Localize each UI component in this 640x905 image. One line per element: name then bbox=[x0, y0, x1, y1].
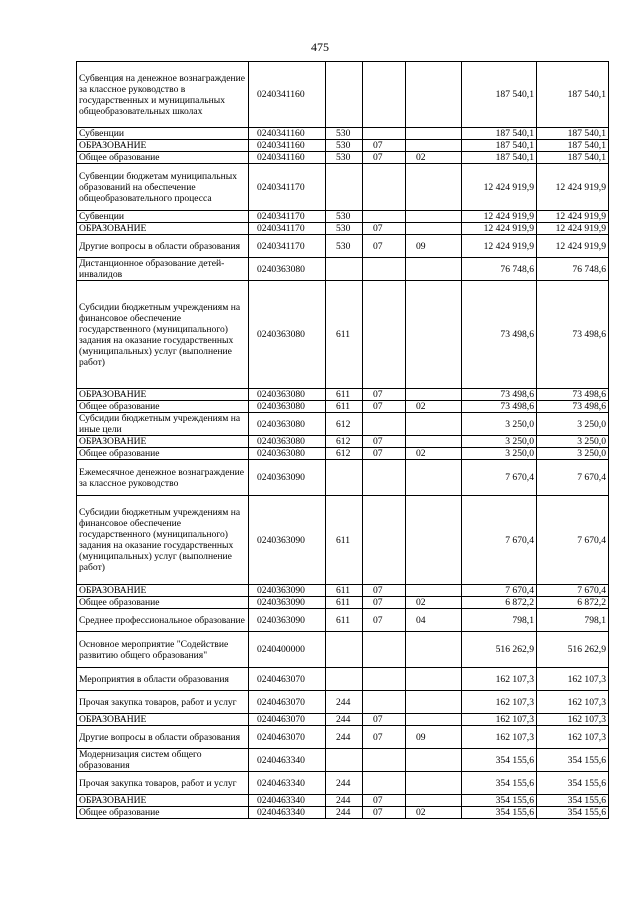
table-cell-section: 07 bbox=[363, 585, 406, 597]
table-cell-expense-type: 530 bbox=[326, 235, 363, 258]
table-cell-subsection bbox=[406, 281, 462, 389]
table-row bbox=[77, 632, 609, 668]
table-cell-name: Общее образование bbox=[77, 401, 249, 413]
table-cell-subsection bbox=[406, 749, 462, 772]
table-cell-target-article: 0240363090 bbox=[249, 585, 326, 597]
table-cell-amount-1: 798,1 bbox=[462, 609, 537, 632]
table-cell-section bbox=[363, 413, 406, 436]
table-cell-amount-2: 162 107,3 bbox=[537, 668, 609, 691]
table-cell-target-article: 0240463340 bbox=[249, 749, 326, 772]
table-cell-name: Субсидии бюджетным учреждениям на иные цели bbox=[77, 413, 249, 436]
table-row bbox=[77, 585, 609, 597]
table-cell-subsection: 02 bbox=[406, 152, 462, 164]
table-cell-amount-2: 187 540,1 bbox=[537, 62, 609, 128]
table-cell-name: Среднее профессиональное образование bbox=[77, 609, 249, 632]
table-cell-section bbox=[363, 62, 406, 128]
table-cell-expense-type: 611 bbox=[326, 281, 363, 389]
table-cell-section bbox=[363, 632, 406, 668]
table-row bbox=[77, 795, 609, 807]
table-cell-subsection bbox=[406, 164, 462, 211]
table-cell-subsection: 02 bbox=[406, 401, 462, 413]
table-cell-expense-type: 530 bbox=[326, 128, 363, 140]
table-cell-name: ОБРАЗОВАНИЕ bbox=[77, 436, 249, 448]
table-cell-expense-type: 244 bbox=[326, 807, 363, 819]
table-cell-target-article: 0240363080 bbox=[249, 281, 326, 389]
table-cell-section: 07 bbox=[363, 714, 406, 726]
table-cell-target-article: 0240363080 bbox=[249, 413, 326, 436]
table-cell-subsection bbox=[406, 691, 462, 714]
table-cell-section: 07 bbox=[363, 401, 406, 413]
table-cell-name: Прочая закупка товаров, работ и услуг bbox=[77, 772, 249, 795]
table-cell-amount-1: 354 155,6 bbox=[462, 749, 537, 772]
table-cell-expense-type: 611 bbox=[326, 609, 363, 632]
table-cell-expense-type bbox=[326, 460, 363, 496]
table-cell-amount-1: 7 670,4 bbox=[462, 585, 537, 597]
table-cell-expense-type bbox=[326, 632, 363, 668]
table-cell-subsection bbox=[406, 128, 462, 140]
table-cell-amount-1: 187 540,1 bbox=[462, 140, 537, 152]
table-cell-amount-2: 798,1 bbox=[537, 609, 609, 632]
table-cell-amount-1: 3 250,0 bbox=[462, 448, 537, 460]
table-cell-amount-1: 162 107,3 bbox=[462, 714, 537, 726]
table-cell-name: ОБРАЗОВАНИЕ bbox=[77, 714, 249, 726]
table-cell-amount-1: 73 498,6 bbox=[462, 401, 537, 413]
table-cell-expense-type: 612 bbox=[326, 448, 363, 460]
table-row bbox=[77, 668, 609, 691]
table-cell-amount-1: 162 107,3 bbox=[462, 668, 537, 691]
table-cell-amount-1: 7 670,4 bbox=[462, 460, 537, 496]
table-row bbox=[77, 772, 609, 795]
table-cell-target-article: 0240341170 bbox=[249, 235, 326, 258]
table-cell-expense-type bbox=[326, 164, 363, 211]
table-cell-section bbox=[363, 128, 406, 140]
table-cell-amount-2: 187 540,1 bbox=[537, 128, 609, 140]
table-cell-expense-type: 244 bbox=[326, 714, 363, 726]
table-cell-amount-2: 3 250,0 bbox=[537, 448, 609, 460]
table-cell-target-article: 0240341160 bbox=[249, 128, 326, 140]
table-cell-subsection: 02 bbox=[406, 448, 462, 460]
table-cell-section bbox=[363, 211, 406, 223]
table-cell-expense-type: 530 bbox=[326, 140, 363, 152]
table-row bbox=[77, 460, 609, 496]
table-row bbox=[77, 597, 609, 609]
table-cell-target-article: 0240363090 bbox=[249, 496, 326, 585]
table-cell-section: 07 bbox=[363, 609, 406, 632]
table-cell-name: Ежемесячное денежное вознаграждение за классное руководство bbox=[77, 460, 249, 496]
table-cell-target-article: 0240463070 bbox=[249, 726, 326, 749]
table-cell-amount-1: 187 540,1 bbox=[462, 128, 537, 140]
table-row bbox=[77, 235, 609, 258]
table-cell-amount-1: 162 107,3 bbox=[462, 691, 537, 714]
table-cell-amount-1: 3 250,0 bbox=[462, 436, 537, 448]
table-cell-amount-2: 516 262,9 bbox=[537, 632, 609, 668]
table-row bbox=[77, 401, 609, 413]
table-cell-amount-2: 187 540,1 bbox=[537, 152, 609, 164]
table-cell-expense-type: 611 bbox=[326, 597, 363, 609]
table-cell-subsection bbox=[406, 389, 462, 401]
table-cell-section bbox=[363, 164, 406, 211]
table-cell-target-article: 0240341170 bbox=[249, 223, 326, 235]
table-cell-amount-2: 76 748,6 bbox=[537, 258, 609, 281]
table-cell-subsection: 02 bbox=[406, 807, 462, 819]
table-cell-section: 07 bbox=[363, 140, 406, 152]
table-cell-expense-type: 611 bbox=[326, 585, 363, 597]
table-cell-section bbox=[363, 281, 406, 389]
table-cell-amount-1: 12 424 919,9 bbox=[462, 164, 537, 211]
table-cell-name: Основное мероприятие "Содействие развитию общего образования" bbox=[77, 632, 249, 668]
table-cell-expense-type: 611 bbox=[326, 389, 363, 401]
table-cell-section bbox=[363, 749, 406, 772]
table-cell-name: Мероприятия в области образования bbox=[77, 668, 249, 691]
table-cell-name: Дистанционное образование детей-инвалидов bbox=[77, 258, 249, 281]
table-cell-section bbox=[363, 460, 406, 496]
table-cell-section: 07 bbox=[363, 726, 406, 749]
table-cell-target-article: 0240463070 bbox=[249, 714, 326, 726]
table-cell-amount-2: 162 107,3 bbox=[537, 714, 609, 726]
table-cell-name: ОБРАЗОВАНИЕ bbox=[77, 585, 249, 597]
table-cell-name: ОБРАЗОВАНИЕ bbox=[77, 389, 249, 401]
table-cell-expense-type bbox=[326, 62, 363, 128]
table-row bbox=[77, 152, 609, 164]
table-row bbox=[77, 609, 609, 632]
table-cell-name: Субсидии бюджетным учреждениям на финансовое обеспечение государственного (муниципального) задания на оказание государственных (муниципальных) услуг (выполнение работ) bbox=[77, 496, 249, 585]
table-cell-amount-2: 162 107,3 bbox=[537, 726, 609, 749]
table-cell-subsection bbox=[406, 413, 462, 436]
table-cell-section bbox=[363, 496, 406, 585]
table-cell-target-article: 0240363090 bbox=[249, 597, 326, 609]
table-cell-name: ОБРАЗОВАНИЕ bbox=[77, 140, 249, 152]
table-row bbox=[77, 714, 609, 726]
table-cell-name: Общее образование bbox=[77, 807, 249, 819]
table-cell-subsection bbox=[406, 714, 462, 726]
table-cell-name: Общее образование bbox=[77, 597, 249, 609]
table-cell-amount-2: 7 670,4 bbox=[537, 585, 609, 597]
table-cell-section bbox=[363, 772, 406, 795]
table-cell-expense-type: 612 bbox=[326, 413, 363, 436]
table-cell-subsection bbox=[406, 795, 462, 807]
table-cell-amount-2: 354 155,6 bbox=[537, 807, 609, 819]
table-cell-target-article: 0240363080 bbox=[249, 389, 326, 401]
table-cell-target-article: 0240463340 bbox=[249, 772, 326, 795]
table-cell-expense-type bbox=[326, 258, 363, 281]
table-cell-target-article: 0240363080 bbox=[249, 436, 326, 448]
table-cell-amount-1: 76 748,6 bbox=[462, 258, 537, 281]
table-cell-amount-2: 3 250,0 bbox=[537, 413, 609, 436]
table-cell-target-article: 0240341160 bbox=[249, 62, 326, 128]
table-cell-amount-1: 3 250,0 bbox=[462, 413, 537, 436]
table-row bbox=[77, 749, 609, 772]
table-cell-subsection bbox=[406, 772, 462, 795]
table-cell-amount-2: 187 540,1 bbox=[537, 140, 609, 152]
table-cell-amount-1: 73 498,6 bbox=[462, 389, 537, 401]
table-cell-amount-1: 12 424 919,9 bbox=[462, 235, 537, 258]
table-cell-expense-type: 530 bbox=[326, 152, 363, 164]
table-cell-name: Субвенции bbox=[77, 128, 249, 140]
table-cell-subsection: 04 bbox=[406, 609, 462, 632]
table-cell-subsection bbox=[406, 211, 462, 223]
table-row bbox=[77, 128, 609, 140]
table-cell-expense-type: 611 bbox=[326, 496, 363, 585]
table-cell-subsection bbox=[406, 496, 462, 585]
table-cell-name: Другие вопросы в области образования bbox=[77, 235, 249, 258]
table-cell-target-article: 0240363080 bbox=[249, 401, 326, 413]
table-row bbox=[77, 413, 609, 436]
table-cell-expense-type: 611 bbox=[326, 401, 363, 413]
table-cell-section: 07 bbox=[363, 223, 406, 235]
table-cell-name: ОБРАЗОВАНИЕ bbox=[77, 795, 249, 807]
table-cell-amount-2: 12 424 919,9 bbox=[537, 235, 609, 258]
table-cell-name: Субвенции bbox=[77, 211, 249, 223]
table-cell-amount-1: 354 155,6 bbox=[462, 795, 537, 807]
table-cell-expense-type: 612 bbox=[326, 436, 363, 448]
table-cell-amount-2: 162 107,3 bbox=[537, 691, 609, 714]
table-cell-expense-type: 530 bbox=[326, 211, 363, 223]
table-cell-target-article: 0240363080 bbox=[249, 448, 326, 460]
table-cell-amount-2: 73 498,6 bbox=[537, 401, 609, 413]
table-row bbox=[77, 164, 609, 211]
table-cell-target-article: 0240341160 bbox=[249, 152, 326, 164]
table-cell-target-article: 0240363080 bbox=[249, 258, 326, 281]
table-cell-amount-1: 187 540,1 bbox=[462, 152, 537, 164]
table-cell-subsection: 09 bbox=[406, 726, 462, 749]
table-cell-expense-type bbox=[326, 749, 363, 772]
table-cell-section: 07 bbox=[363, 436, 406, 448]
table-row bbox=[77, 389, 609, 401]
table-cell-subsection bbox=[406, 223, 462, 235]
table-cell-amount-1: 354 155,6 bbox=[462, 772, 537, 795]
table-row bbox=[77, 691, 609, 714]
table-row bbox=[77, 807, 609, 819]
table-cell-name: Прочая закупка товаров, работ и услуг bbox=[77, 691, 249, 714]
table-cell-subsection: 09 bbox=[406, 235, 462, 258]
table-cell-amount-1: 12 424 919,9 bbox=[462, 211, 537, 223]
table-cell-amount-2: 12 424 919,9 bbox=[537, 223, 609, 235]
table-cell-name: Модернизация систем общего образования bbox=[77, 749, 249, 772]
page-number: 475 bbox=[311, 40, 329, 54]
table-row bbox=[77, 258, 609, 281]
table-cell-amount-2: 354 155,6 bbox=[537, 749, 609, 772]
table-cell-name: ОБРАЗОВАНИЕ bbox=[77, 223, 249, 235]
table-row bbox=[77, 496, 609, 585]
table-cell-name: Другие вопросы в области образования bbox=[77, 726, 249, 749]
table-cell-amount-2: 354 155,6 bbox=[537, 795, 609, 807]
table-row bbox=[77, 726, 609, 749]
table-cell-expense-type: 244 bbox=[326, 772, 363, 795]
table-cell-target-article: 0240341160 bbox=[249, 140, 326, 152]
table-cell-expense-type bbox=[326, 668, 363, 691]
table-cell-amount-1: 6 872,2 bbox=[462, 597, 537, 609]
table-cell-expense-type: 244 bbox=[326, 691, 363, 714]
table-cell-target-article: 0240463070 bbox=[249, 668, 326, 691]
table-cell-section: 07 bbox=[363, 448, 406, 460]
table-cell-name: Субсидии бюджетным учреждениям на финансовое обеспечение государственного (муниципального) задания на оказание государственных (муниципальных) услуг (выполнение работ) bbox=[77, 281, 249, 389]
table-row bbox=[77, 211, 609, 223]
table-cell-target-article: 0240363090 bbox=[249, 460, 326, 496]
table-cell-target-article: 0240463070 bbox=[249, 691, 326, 714]
table-row bbox=[77, 436, 609, 448]
table-cell-section: 07 bbox=[363, 152, 406, 164]
table-cell-subsection bbox=[406, 585, 462, 597]
table-cell-target-article: 0240463340 bbox=[249, 795, 326, 807]
table-cell-subsection bbox=[406, 258, 462, 281]
table-cell-section: 07 bbox=[363, 795, 406, 807]
table-cell-amount-2: 7 670,4 bbox=[537, 460, 609, 496]
table-cell-amount-1: 73 498,6 bbox=[462, 281, 537, 389]
table-cell-section: 07 bbox=[363, 389, 406, 401]
table-cell-amount-2: 12 424 919,9 bbox=[537, 164, 609, 211]
table-cell-section bbox=[363, 691, 406, 714]
table-cell-subsection bbox=[406, 62, 462, 128]
table-cell-target-article: 0240341170 bbox=[249, 164, 326, 211]
table-cell-name: Общее образование bbox=[77, 448, 249, 460]
table-row bbox=[77, 140, 609, 152]
table-cell-section: 07 bbox=[363, 807, 406, 819]
table-cell-expense-type: 530 bbox=[326, 223, 363, 235]
table-cell-section: 07 bbox=[363, 235, 406, 258]
table-cell-subsection bbox=[406, 140, 462, 152]
budget-table bbox=[76, 61, 609, 819]
table-cell-name: Общее образование bbox=[77, 152, 249, 164]
table-cell-amount-1: 7 670,4 bbox=[462, 496, 537, 585]
table-row bbox=[77, 223, 609, 235]
table-cell-amount-2: 7 670,4 bbox=[537, 496, 609, 585]
table-cell-subsection bbox=[406, 632, 462, 668]
table-cell-amount-2: 73 498,6 bbox=[537, 389, 609, 401]
table-cell-section bbox=[363, 258, 406, 281]
table-cell-expense-type: 244 bbox=[326, 726, 363, 749]
table-cell-target-article: 0240400000 bbox=[249, 632, 326, 668]
table-cell-target-article: 0240463340 bbox=[249, 807, 326, 819]
table-cell-amount-1: 354 155,6 bbox=[462, 807, 537, 819]
table-row bbox=[77, 281, 609, 389]
table-cell-target-article: 0240341170 bbox=[249, 211, 326, 223]
table-cell-section: 07 bbox=[363, 597, 406, 609]
table-cell-amount-1: 516 262,9 bbox=[462, 632, 537, 668]
table-cell-amount-1: 187 540,1 bbox=[462, 62, 537, 128]
table-cell-amount-2: 6 872,2 bbox=[537, 597, 609, 609]
table-cell-section bbox=[363, 668, 406, 691]
table-row bbox=[77, 62, 609, 128]
table-cell-name: Субвенция на денежное вознаграждение за классное руководство в государственных и муниципальных общеобразовательных школах bbox=[77, 62, 249, 128]
table-row bbox=[77, 448, 609, 460]
table-cell-target-article: 0240363090 bbox=[249, 609, 326, 632]
table-cell-name: Субвенции бюджетам муниципальных образований на обеспечение общеобразовательного процесса bbox=[77, 164, 249, 211]
table-cell-amount-2: 73 498,6 bbox=[537, 281, 609, 389]
table-cell-subsection bbox=[406, 436, 462, 448]
table-cell-amount-2: 354 155,6 bbox=[537, 772, 609, 795]
table-cell-subsection bbox=[406, 668, 462, 691]
table-cell-subsection: 02 bbox=[406, 597, 462, 609]
table-cell-amount-2: 3 250,0 bbox=[537, 436, 609, 448]
table-cell-amount-2: 12 424 919,9 bbox=[537, 211, 609, 223]
table-cell-amount-1: 162 107,3 bbox=[462, 726, 537, 749]
table-cell-expense-type: 244 bbox=[326, 795, 363, 807]
table-cell-subsection bbox=[406, 460, 462, 496]
table-cell-amount-1: 12 424 919,9 bbox=[462, 223, 537, 235]
